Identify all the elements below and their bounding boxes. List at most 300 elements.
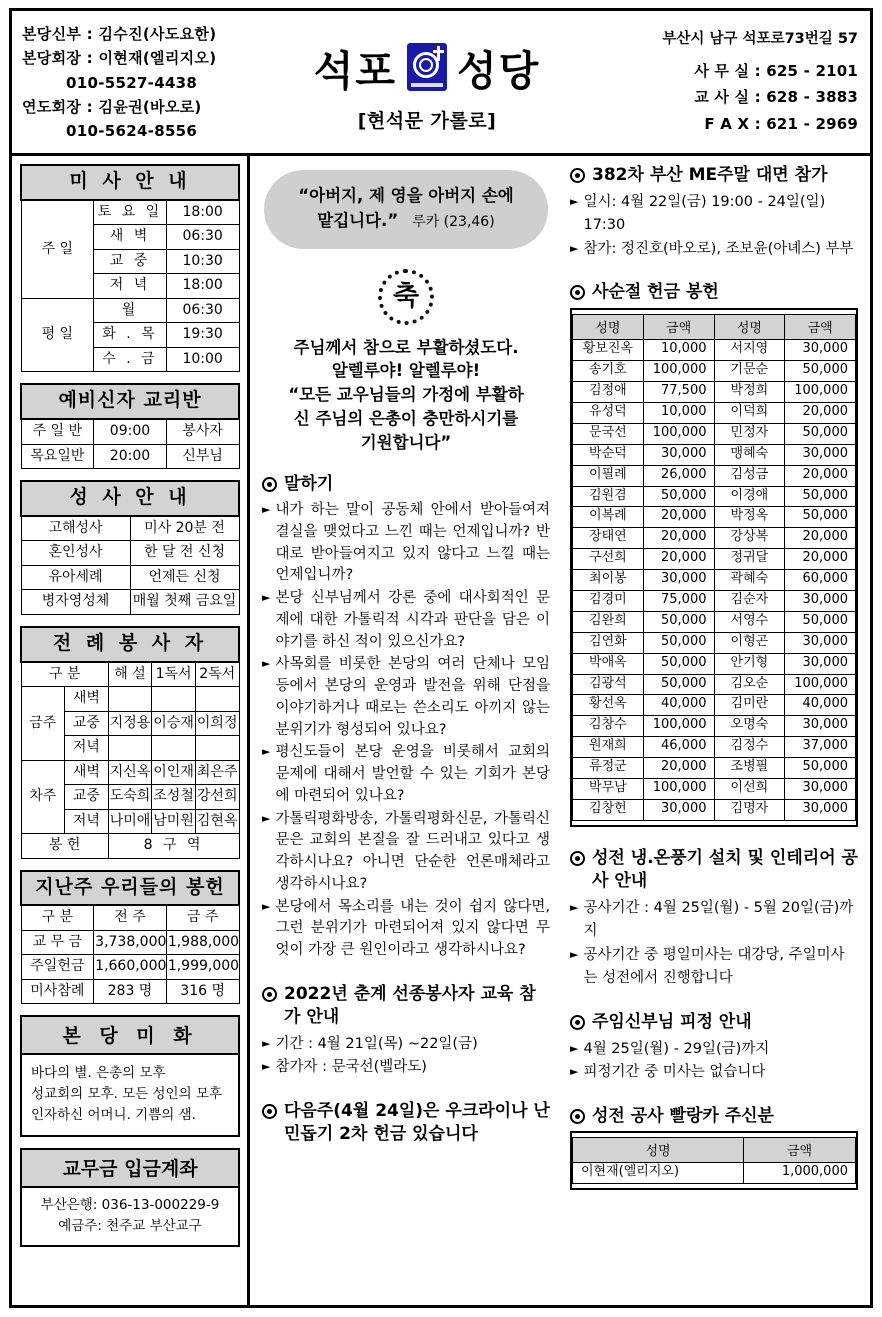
sacrament-name: 혼인성사: [21, 541, 130, 566]
sacrament-table: [20, 480, 240, 615]
donor-amount: 100,000: [643, 716, 714, 737]
beautify-line: 인자하신 어머니. 기쁨의 샘.: [31, 1107, 196, 1124]
lastweek-offering-table: [20, 870, 240, 1005]
donor-name: 이경애: [714, 486, 785, 507]
donor-amount: 37,000: [785, 737, 856, 758]
donor-name: 정귀달: [714, 549, 785, 570]
section-bullet-icon: [570, 1109, 585, 1124]
speaking-item: [262, 897, 550, 962]
donor-name: 황보진옥: [573, 340, 644, 361]
arrow-icon: ►: [570, 900, 579, 914]
catechism-class: 주 일 반: [21, 419, 94, 444]
catechism-caption: 예비신자 교리반: [21, 384, 239, 419]
liturgy-time: 새벽: [65, 687, 109, 712]
donor-amount: 50,000: [785, 486, 856, 507]
catechism-time: 09:00: [94, 419, 167, 444]
donor-name: 안기형: [714, 653, 785, 674]
donor-name: 유성덕: [573, 403, 644, 424]
scripture-quote-bubble: [264, 170, 548, 249]
donor-amount: 50,000: [785, 423, 856, 444]
table-row: [573, 382, 856, 403]
liturgy-reader2: 최은주: [195, 760, 239, 785]
donor-amount: 50,000: [785, 758, 856, 779]
beautify-line: 바다의 별. 은총의 모후: [31, 1065, 166, 1082]
mass-row-time: 18:00: [166, 200, 239, 225]
yeondo-president-phone: 010-5624-8556: [66, 122, 198, 141]
catechism-teacher: 신부님: [166, 444, 239, 469]
donor-name: 박애옥: [573, 653, 644, 674]
right-column: [560, 156, 870, 1305]
fax-number: F A X : 621 - 2969: [704, 115, 858, 134]
mass-row-name: 토 요 일: [94, 200, 167, 225]
donor-amount: 20,000: [643, 758, 714, 779]
donor-amount: 50,000: [785, 507, 856, 528]
lent-header-amount: 금액: [643, 315, 714, 340]
table-row: [573, 779, 856, 800]
table-row: [573, 632, 856, 653]
donor-amount: 50,000: [785, 611, 856, 632]
donor-name: 김명자: [714, 799, 785, 820]
section-bullet-icon: [570, 168, 585, 183]
mass-row-name: 월: [94, 298, 167, 323]
mass-row-time: 06:30: [166, 225, 239, 250]
mass-row-name: 저 녁: [94, 274, 167, 299]
me-weekend-heading-text: 382차 부산 ME주말 대면 참가: [592, 165, 828, 185]
retreat-item-text: 피정기간 중 미사는 없습니다: [583, 1064, 766, 1081]
lent-offering-table-wrap: [570, 308, 858, 826]
liturgy-header-reading1: 1독서: [152, 662, 196, 687]
church-name-first: 석포: [313, 46, 397, 95]
section-bullet-icon: [570, 285, 585, 300]
parish-president-phone: 010-5527-4438: [66, 73, 198, 92]
left-column: [12, 156, 250, 1305]
donor-name: 맹혜숙: [714, 444, 785, 465]
easter-line: 주님께서 참으로 부활하셨도다.: [293, 337, 519, 357]
liturgy-reader2: [195, 687, 239, 712]
catechism-table: [20, 383, 240, 469]
donor-amount: 20,000: [643, 528, 714, 549]
liturgy-volunteer-table: [20, 626, 240, 859]
lastweek-prev-value: 1,660,000: [94, 955, 167, 980]
sacrament-detail: 매월 첫째 금요일: [130, 590, 239, 615]
donor-name: 기문순: [714, 361, 785, 382]
liturgy-group-label: 차주: [21, 760, 65, 834]
table-row: [573, 507, 856, 528]
mass-row-time: 06:30: [166, 298, 239, 323]
lastweek-header-curr: 금 주: [166, 905, 239, 930]
lent-offering-table: [572, 314, 856, 820]
donor-amount: 30,000: [785, 591, 856, 612]
donor-amount: 77,500: [643, 382, 714, 403]
donor-amount: 50,000: [643, 674, 714, 695]
lastweek-header-division: 구 분: [21, 905, 94, 930]
liturgy-reader1: 남미원: [152, 809, 196, 834]
training-item-text: 기간 : 4월 21일(목) ~22일(금): [275, 1035, 478, 1052]
outer-frame: [9, 8, 873, 1308]
liturgy-commentator: 지신옥: [108, 760, 152, 785]
donor-amount: 100,000: [643, 423, 714, 444]
forklift-donor-heading: [570, 1105, 858, 1128]
donor-amount: 30,000: [785, 632, 856, 653]
donor-amount: 30,000: [785, 799, 856, 820]
donor-amount: 40,000: [785, 695, 856, 716]
liturgy-reader2: 김현옥: [195, 809, 239, 834]
arrow-icon: ►: [570, 1065, 579, 1079]
table-row: [573, 653, 856, 674]
catechism-time: 20:00: [94, 444, 167, 469]
quote-line-1: “아버지, 제 영을 아버지 손에: [298, 186, 514, 205]
classroom-phone: 교 사 실 : 628 - 3883: [694, 88, 858, 107]
table-row: [573, 340, 856, 361]
lent-offering-heading-text: 사순절 헌금 봉헌: [592, 282, 719, 303]
header-address-block: [602, 11, 870, 153]
speaking-heading-text: 말하기: [284, 474, 334, 495]
donor-amount: 60,000: [785, 570, 856, 591]
lastweek-row-label: 교 무 금: [21, 930, 94, 955]
arrow-icon: ►: [262, 1036, 271, 1050]
liturgy-reader2: 강선희: [195, 785, 239, 810]
table-row: [573, 674, 856, 695]
construction-item-text: 공사기간 중 평일미사는 대강당, 주일미사는 성전에서 진행합니다: [583, 946, 845, 987]
donor-amount: 100,000: [785, 382, 856, 403]
lastweek-caption: 지난주 우리들의 봉헌: [21, 871, 239, 906]
donor-name: 김정애: [573, 382, 644, 403]
liturgy-offering-label: 봉 헌: [21, 834, 108, 859]
donor-amount: 100,000: [643, 361, 714, 382]
donor-amount: 30,000: [785, 779, 856, 800]
construction-item: [570, 897, 858, 944]
sacrament-detail: 한 달 전 신청: [130, 541, 239, 566]
arrow-icon: ►: [570, 241, 579, 255]
training-heading-text: 2022년 춘계 선종봉사자 교육 참가 안내: [284, 983, 536, 1027]
liturgy-time: 저녁: [65, 809, 109, 834]
catechism-class: 목요일반: [21, 444, 94, 469]
donor-amount: 50,000: [785, 361, 856, 382]
easter-line: 기원합니다”: [360, 433, 452, 453]
easter-greeting: [262, 336, 550, 456]
speaking-item: [262, 654, 550, 741]
mass-row-name: 교 중: [94, 249, 167, 274]
liturgy-commentator: [108, 687, 152, 712]
mass-schedule-table: [20, 164, 240, 372]
donor-amount: 20,000: [785, 403, 856, 424]
liturgy-header-division: 구 분: [21, 662, 108, 687]
liturgy-offering-value: 8 구 역: [108, 834, 239, 859]
speaking-item-text: 본당 신부님께서 강론 중에 대사회적인 문제에 대한 가톨릭적 시각과 판단을 담은 이야기를 하신 적이 있으신가요?: [275, 590, 550, 650]
quote-line-2-wrap: [280, 209, 532, 234]
liturgy-time: 저녁: [65, 736, 109, 761]
beautify-body: [20, 1055, 240, 1137]
arrow-icon: ►: [570, 947, 579, 961]
donor-amount: 20,000: [785, 549, 856, 570]
donor-name: 이선희: [714, 779, 785, 800]
donor-name: 김원겸: [573, 486, 644, 507]
arrow-icon: ►: [262, 899, 271, 913]
donor-name: 이덕희: [714, 403, 785, 424]
arrow-icon: ►: [570, 1041, 579, 1055]
account-body: [20, 1188, 240, 1247]
donor-name: 류정군: [573, 758, 644, 779]
liturgy-time: 교중: [65, 711, 109, 736]
table-row: [573, 1163, 856, 1184]
sacrament-name: 유아세례: [21, 565, 130, 590]
forklift-donor-table-wrap: [570, 1131, 858, 1190]
sacrament-caption: 성 사 안 내: [21, 481, 239, 516]
lastweek-curr-value: 316 명: [166, 979, 239, 1004]
easter-line: 알렐루야! 알렐루야!: [331, 361, 481, 381]
easter-line: 신 주님의 은총이 충만하시기를: [293, 409, 519, 429]
account-caption: 교무금 입금계좌: [20, 1148, 240, 1188]
donor-name: 조병필: [714, 758, 785, 779]
lent-header-name: 성명: [714, 315, 785, 340]
donor-amount: 20,000: [785, 528, 856, 549]
donor-amount: 10,000: [643, 340, 714, 361]
liturgy-reader1: 조성철: [152, 785, 196, 810]
me-weekend-item: [570, 191, 858, 238]
lastweek-header-prev: 전 주: [94, 905, 167, 930]
table-row: [573, 403, 856, 424]
arrow-icon: ►: [262, 503, 271, 517]
beautify-caption: 본 당 미 화: [20, 1015, 240, 1055]
donor-amount: 50,000: [643, 632, 714, 653]
next-week-heading-text: 다음주(4월 24일)은 우크라이나 난민돕기 2차 헌금 있습니다: [284, 1100, 550, 1144]
lastweek-curr-value: 1,988,000: [166, 930, 239, 955]
speaking-item-text: 가톨릭평화방송, 가톨릭평화신문, 가톨릭신문은 교회의 본질을 잘 드러내고 있다고 생각하시나요? 아니면 단순한 언론매체라고 생각하시나요?: [275, 810, 550, 892]
retreat-heading-text: 주임신부님 피정 안내: [592, 1011, 752, 1032]
donor-name: 서지영: [714, 340, 785, 361]
donor-amount: 100,000: [785, 674, 856, 695]
retreat-item: [570, 1038, 858, 1061]
section-bullet-icon: [262, 987, 277, 1002]
donor-name: 김미란: [714, 695, 785, 716]
liturgy-reader1: [152, 736, 196, 761]
mass-row-time: 10:00: [166, 347, 239, 372]
table-row: [573, 591, 856, 612]
speaking-item-text: 사목회를 비롯한 본당의 여러 단체나 모임 등에서 본당의 운영과 발전을 위해 단점을 이야기하거나 때로는 쓴소리도 아끼지 않는 분위기가 형성되어 있나요?: [275, 656, 550, 738]
yeondo-president-line: 연도회장 : 김윤권(바오로): [22, 97, 202, 116]
content-columns: [12, 156, 870, 1305]
middle-column: [250, 156, 560, 1305]
liturgy-header-commentary: 해 설: [108, 662, 152, 687]
liturgy-reader2: 이희정: [195, 711, 239, 736]
lastweek-prev-value: 3,738,000: [94, 930, 167, 955]
donor-amount: 75,000: [643, 591, 714, 612]
donor-name: 이현재(엘리지오): [573, 1163, 744, 1184]
training-section-heading: [262, 983, 550, 1029]
training-item-text: 참가자 : 문국선(벨라도): [275, 1059, 427, 1076]
me-weekend-item-text: 참가: 정진호(바오로), 조보윤(아녜스) 부부: [583, 240, 854, 257]
speaking-item-text: 평신도들이 본당 운영을 비롯해서 교회의 문제에 대해서 발언할 수 있는 기회가 본당에 마련되어 있나요?: [275, 744, 550, 804]
mass-row-name: 화 . 목: [94, 323, 167, 348]
emblem-character: 축: [392, 281, 420, 312]
donor-amount: 50,000: [643, 486, 714, 507]
lent-header-amount: 금액: [785, 315, 856, 340]
retreat-notice-heading: [570, 1011, 858, 1034]
arrow-icon: ►: [262, 811, 271, 825]
donor-amount: 30,000: [643, 799, 714, 820]
arrow-icon: ►: [262, 591, 271, 605]
arrow-icon: ►: [262, 657, 271, 671]
speaking-item-text: 본당에서 목소리를 내는 것이 쉽지 않다면, 그런 분위기가 마련되어져 있지 않다면 무엇이 가장 큰 원인이라고 생각하시나요?: [275, 898, 550, 959]
lent-header-name: 성명: [573, 315, 644, 340]
account-bank: 부산은행: 036-13-000229-9: [40, 1197, 220, 1214]
donor-amount: 46,000: [643, 737, 714, 758]
donor-name: 박정희: [714, 382, 785, 403]
section-bullet-icon: [262, 1104, 277, 1119]
donor-name: 서영수: [714, 611, 785, 632]
liturgy-reader1: 이인재: [152, 760, 196, 785]
construction-notice-heading: [570, 847, 858, 893]
table-row: [573, 549, 856, 570]
donor-name: 이복례: [573, 507, 644, 528]
table-row: [573, 465, 856, 486]
section-bullet-icon: [262, 477, 277, 492]
donor-name: 곽혜숙: [714, 570, 785, 591]
donor-name: 박무남: [573, 779, 644, 800]
donor-name: 김완희: [573, 611, 644, 632]
table-row: [573, 758, 856, 779]
arrow-icon: ►: [262, 1060, 271, 1074]
liturgy-reader2: [195, 736, 239, 761]
donor-amount: 30,000: [643, 570, 714, 591]
congratulation-emblem-wrap: [262, 269, 550, 329]
donor-name: 김오순: [714, 674, 785, 695]
table-row: [573, 444, 856, 465]
table-row: [573, 716, 856, 737]
me-weekend-heading: [570, 164, 858, 187]
donor-name: 최이봉: [573, 570, 644, 591]
congratulation-seal-icon: [378, 269, 434, 325]
donor-name: 민정자: [714, 423, 785, 444]
donor-name: 김성금: [714, 465, 785, 486]
easter-line: “모든 교우님들의 가정에 부활하: [288, 385, 524, 405]
donor-name: 김광석: [573, 674, 644, 695]
liturgy-reader1: [152, 687, 196, 712]
lastweek-curr-value: 1,999,000: [166, 955, 239, 980]
liturgy-group-label: 금주: [21, 687, 65, 761]
mass-row-time: 10:30: [166, 249, 239, 274]
quote-reference: 루카 (23,46): [412, 213, 495, 230]
donor-name: 김연화: [573, 632, 644, 653]
church-address: 부산시 남구 석포로73번길 57: [662, 31, 858, 47]
donor-amount: 50,000: [643, 653, 714, 674]
donor-amount: 30,000: [785, 340, 856, 361]
donor-name: 이필례: [573, 465, 644, 486]
me-weekend-item: [570, 238, 858, 261]
next-week-collection-heading: [262, 1100, 550, 1146]
donor-amount: 50,000: [643, 611, 714, 632]
liturgy-commentator: [108, 736, 152, 761]
donor-amount: 30,000: [643, 444, 714, 465]
donor-amount: 20,000: [643, 549, 714, 570]
retreat-item: [570, 1061, 858, 1084]
office-phone: 사 무 실 : 625 - 2101: [694, 61, 858, 80]
quote-line-2: 맡깁니다.”: [317, 210, 399, 230]
table-row: [573, 611, 856, 632]
mass-row-time: 19:30: [166, 323, 239, 348]
retreat-item-text: 4월 25일(월) - 29일(금)까지: [583, 1040, 770, 1057]
donor-amount: 100,000: [643, 779, 714, 800]
pastor-line: 본당신부 : 김수진(사도요한): [22, 25, 217, 43]
church-title-row: [314, 38, 540, 97]
donor-name: 박정옥: [714, 507, 785, 528]
construction-heading-text: 성전 냉.온풍기 설치 및 인테리어 공사 안내: [592, 847, 858, 891]
arrow-icon: ►: [570, 194, 579, 208]
donor-name: 김창수: [573, 716, 644, 737]
table-row: [573, 423, 856, 444]
forklift-header-amount: 금액: [744, 1138, 856, 1163]
sacrament-detail: 미사 20분 전: [130, 516, 239, 541]
table-row: [573, 570, 856, 591]
sacrament-detail: 언제든 신청: [130, 565, 239, 590]
beautify-block: [20, 1015, 240, 1137]
donor-amount: 30,000: [785, 653, 856, 674]
table-row: [573, 695, 856, 716]
donor-amount: 30,000: [785, 716, 856, 737]
liturgy-reader1: 이승재: [152, 711, 196, 736]
training-item: [262, 1056, 550, 1079]
lent-offering-heading: [570, 281, 858, 304]
forklift-header-name: 성명: [573, 1138, 744, 1163]
donor-name: 김경미: [573, 591, 644, 612]
sacrament-name: 고해성사: [21, 516, 130, 541]
mass-weekday-label: 평 일: [21, 298, 94, 372]
donor-name: 김정수: [714, 737, 785, 758]
bulletin-header: [12, 11, 870, 156]
donor-amount: 26,000: [643, 465, 714, 486]
donor-name: 이형곤: [714, 632, 785, 653]
sacrament-name: 병자영성체: [21, 590, 130, 615]
speaking-item: [262, 742, 550, 807]
table-row: [573, 361, 856, 382]
liturgy-time: 교중: [65, 785, 109, 810]
donor-amount: 20,000: [643, 507, 714, 528]
lastweek-prev-value: 283 명: [94, 979, 167, 1004]
donor-name: 오명숙: [714, 716, 785, 737]
account-holder: 예금주: 천주교 부산교구: [58, 1217, 202, 1234]
forklift-donor-table: [572, 1137, 856, 1184]
parish-president-line: 본당회장 : 이현재(엘리지오): [22, 49, 217, 68]
donor-name: 송기호: [573, 361, 644, 382]
liturgy-time: 새벽: [65, 760, 109, 785]
church-name-second: 성당: [457, 46, 541, 95]
catechism-teacher: 봉사자: [166, 419, 239, 444]
donor-amount: 30,000: [785, 444, 856, 465]
mass-row-time: 18:00: [166, 274, 239, 299]
header-contacts: [12, 11, 252, 153]
liturgy-commentator: 지정용: [108, 711, 152, 736]
lastweek-row-label: 미사참례: [21, 979, 94, 1004]
donor-name: 박순덕: [573, 444, 644, 465]
me-weekend-item-text: 일시: 4월 22일(금) 19:00 - 24일(일) 17:30: [583, 193, 826, 234]
section-bullet-icon: [570, 851, 585, 866]
donor-name: 원재희: [573, 737, 644, 758]
header-title-block: [252, 11, 602, 153]
donor-name: 김창헌: [573, 799, 644, 820]
donor-amount: 40,000: [643, 695, 714, 716]
table-row: [573, 799, 856, 820]
mass-sunday-label: 주 일: [21, 200, 94, 299]
table-row: [573, 528, 856, 549]
donor-name: 황선옥: [573, 695, 644, 716]
donor-name: 구선희: [573, 549, 644, 570]
speaking-section-heading: [262, 473, 550, 496]
account-block: [20, 1148, 240, 1247]
speaking-item-text: 내가 하는 말이 공동체 안에서 받아들여져 결실을 맺었다고 느낀 때는 언제입니까? 반대로 받아들여지고 있지 않다고 느낄 때는 언제입니까?: [275, 502, 550, 584]
table-row: [573, 737, 856, 758]
liturgy-commentator: 나미애: [108, 809, 152, 834]
section-bullet-icon: [570, 1015, 585, 1030]
